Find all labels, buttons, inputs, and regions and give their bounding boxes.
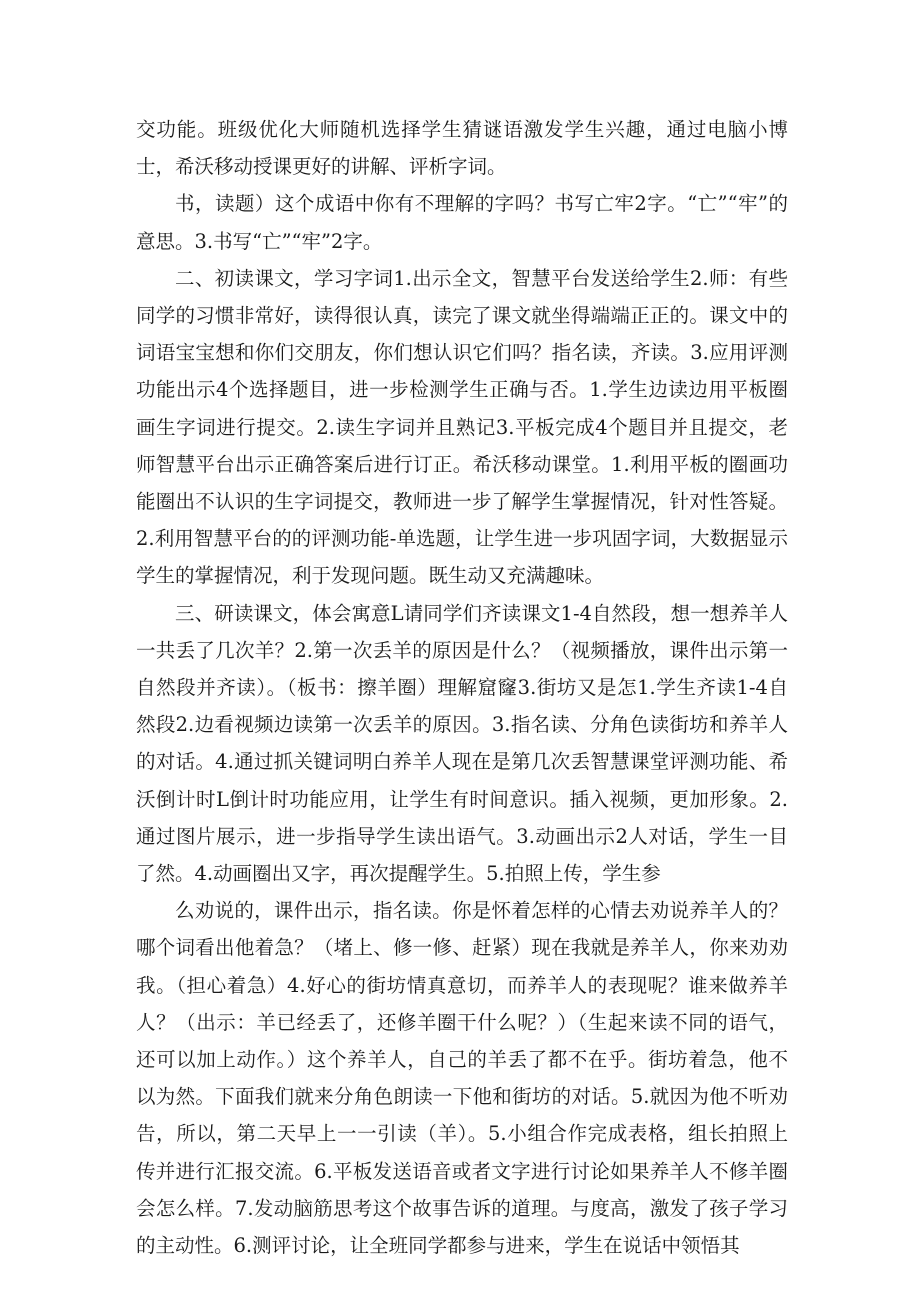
paragraph-1: 交功能。班级优化大师随机选择学生猜谜语激发学生兴趣，通过电脑小博士，希沃移动授课更好的讲解、评析字词。	[136, 118, 788, 179]
paragraph-5: 么劝说的，课件出示，指名读。你是怀着怎样的心情去劝说养羊人的？哪个词看出他着急？（堵上、修一修、赶紧）现在我就是养羊人，你来劝劝我。（担心着急）4.好心的街坊情真意切，而养羊人的表现呢？谁来做养羊人？（出示：羊已经丢了，还修羊圈干什么呢？）（生起来读不同的语气，还可以加上动作。）这个养羊人，自己的羊丢了都不在乎。街坊着急，他不以为然。下面我们就来分角色朗读一下他和街坊的对话。5.就因为他不听劝告，所以，第二天早上一一引读（羊）。5.小组合作完成表格，组长拍照上传并进行汇报交流。6.平板发送语音或者文字进行讨论如果养羊人不修羊圈会怎么样。7.发动脑筋思考这个故事告诉的道理。与度高，激发了孩子学习的主动性。6.测评讨论，让全班同学都参与进来，学生在说话中领悟其	[136, 899, 788, 1258]
document-body	[136, 111, 788, 1264]
paragraph-3: 二、初读课文，学习字词1.出示全文，智慧平台发送给学生2.师：有些同学的习惯非常好，读得很认真，读完了课文就坐得端端正正的。课文中的词语宝宝想和你们交朋友，你们想认识它们吗？指名读，齐读。3.应用评测功能出示4个选择题目，进一步检测学生正确与否。1.学生边读边用平板圈画生字词进行提交。2.读生字词并且熟记3.平板完成4个题目并且提交，老师智慧平台出示正确答案后进行订正。希沃移动课堂。1.利用平板的圈画功能圈出不认识的生字词提交，教师进一步了解学生掌握情况，针对性答疑。2.利用智慧平台的的评测功能-单选题，让学生进一步巩固字词，大数据显示学生的掌握情况，利于发现问题。既生动又充满趣味。	[136, 266, 788, 588]
paragraph-4: 三、研读课文，体会寓意L请同学们齐读课文1-4自然段，想一想养羊人一共丢了几次羊？2.第一次丢羊的原因是什么？（视频播放，课件出示第一自然段并齐读）。（板书：擦羊圈）理解窟窿3.街坊又是怎1.学生齐读1-4自然段2.边看视频边读第一次丢羊的原因。3.指名读、分角色读街坊和养羊人的对话。4.通过抓关键词明白养羊人现在是第几次丢智慧课堂评测功能、希沃倒计时L倒计时功能应用，让学生有时间意识。插入视频，更加形象。2.通过图片展示，进一步指导学生读出语气。3.动画出示2人对话，学生一目了然。4.动画圈出又字，再次提醒学生。5.拍照上传，学生参	[136, 601, 788, 886]
paragraph-2: 书，读题）这个成语中你有不理解的字吗？书写亡牢2字。“亡”“牢”的意思。3.书写“亡”“牢”2字。	[136, 192, 788, 253]
